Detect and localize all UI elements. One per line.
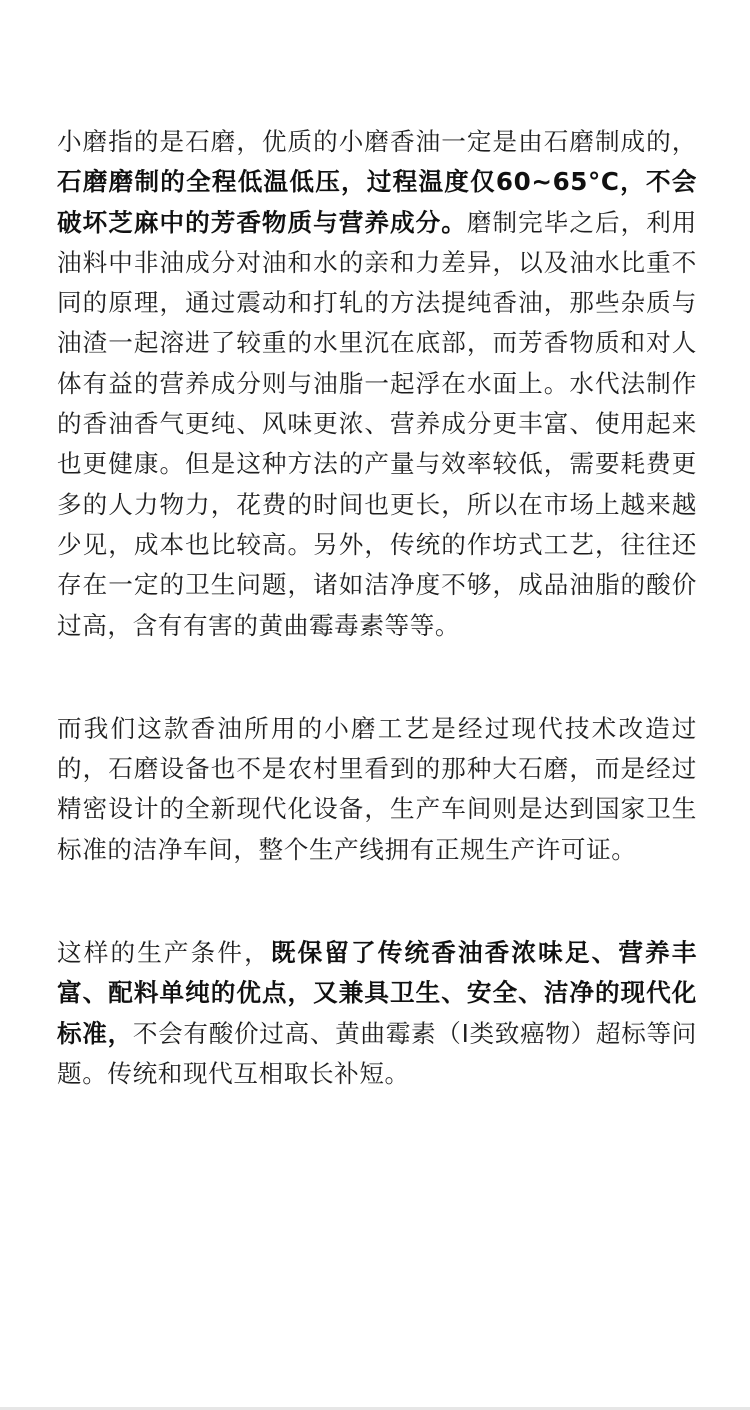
paragraph-1-emphasis: 石磨磨制的全程低温低压，过程温度仅60~65°C，不会破坏芝麻中的芳香物质与营养成分。 bbox=[57, 167, 697, 237]
paragraph-stone-mill-process bbox=[57, 122, 697, 646]
paragraph-1-text-a: 小磨指的是石磨，优质的小磨香油一定是由石磨制成的， bbox=[57, 127, 697, 156]
article-body bbox=[57, 122, 697, 1094]
paragraph-3-text-b: 不会有酸价过高、黄曲霉素（I类致癌物）超标等问题。传统和现代互相取长补短。 bbox=[57, 1018, 697, 1088]
paragraph-modern-craft bbox=[57, 709, 697, 870]
paragraph-3-emphasis: 既保留了传统香油香浓味足、营养丰富、配料单纯的优点，又兼具卫生、安全、洁净的现代化标准， bbox=[57, 938, 697, 1048]
paragraph-1-text-b: 磨制完毕之后，利用油料中非油成分对油和水的亲和力差异，以及油水比重不同的原理，通过震动和打轧的方法提纯香油，那些杂质与油渣一起溶进了较重的水里沉在底部，而芳香物质和对人体有益的营养成分则与油脂一起浮在水面上。水代法制作的香油香气更纯、风味更浓、营养成分更丰富、使用起来也更健康。但是这种方法的产量与效率较低，需要耗费更多的人力物力，花费的时间也更长，所以在市场上越来越少见，成本也比较高。另外，传统的作坊式工艺，往往还存在一定的卫生问题，诸如洁净度不够，成品油脂的酸价过高，含有有害的黄曲霉毒素等等。 bbox=[57, 207, 697, 640]
paragraph-production-conditions bbox=[57, 933, 697, 1094]
paragraph-2-text: 而我们这款香油所用的小磨工艺是经过现代技术改造过的，石磨设备也不是农村里看到的那种大石磨，而是经过精密设计的全新现代化设备，生产车间则是达到国家卫生标准的洁净车间，整个生产线拥有正规生产许可证。 bbox=[57, 713, 697, 864]
paragraph-3-text-a: 这样的生产条件， bbox=[57, 938, 271, 968]
